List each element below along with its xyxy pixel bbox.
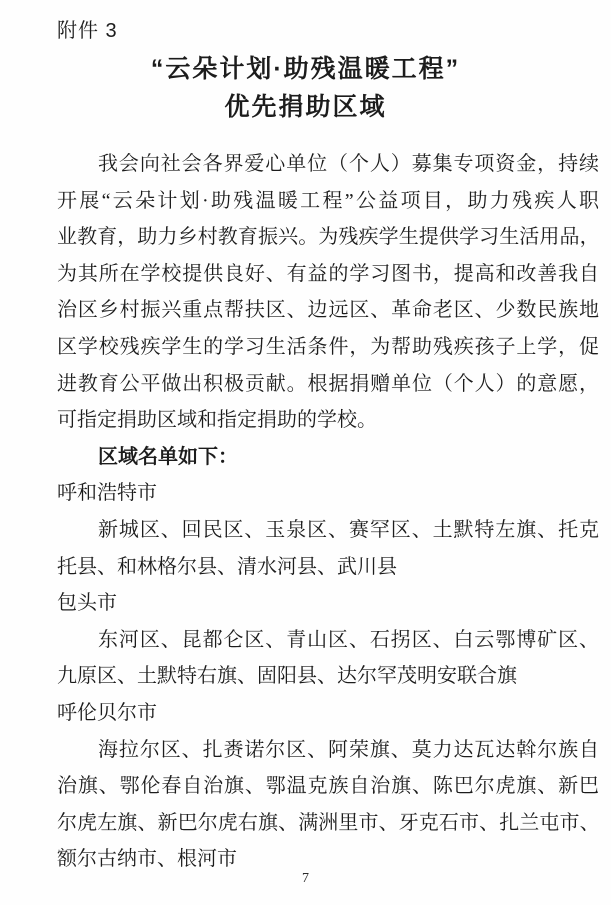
document-body [57,146,599,878]
region-detail-line: 治旗、鄂伦春自治旗、鄂温克族自治旗、陈巴尔虎旗、新巴 [57,775,599,798]
region-list-heading: 区域名单如下： [98,445,238,468]
region-detail-line: 额尔古纳市、根河市 [57,848,237,871]
region-detail-line: 海拉尔区、扎赉诺尔区、阿荣旗、莫力达瓦达斡尔族自 [98,738,599,761]
region-detail-line: 九原区、土默特右旗、固阳县、达尔罕茂明安联合旗 [57,665,517,688]
intro-paragraph-line: 开展“云朵计划·助残温暖工程”公益项目，助力残疾人职 [57,189,599,212]
intro-paragraph-line: 我会向社会各界爱心单位（个人）募集专项资金，持续 [98,153,599,175]
page-number: 7 [302,871,309,886]
region-detail-line: 东河区、昆都仑区、青山区、石拐区、白云鄂博矿区、 [98,628,599,651]
region-city-name: 包头市 [57,592,117,615]
document-title-line1: “云朵计划·助残温暖工程” [150,55,461,83]
intro-paragraph-line: 为其所在学校提供良好、有益的学习图书，提高和改善我自 [57,262,599,285]
intro-paragraph-line: 区学校残疾学生的学习生活条件，为帮助残疾孩子上学，促 [57,335,599,358]
intro-paragraph-line: 可指定捐助区域和指定捐助的学校。 [57,409,377,432]
intro-paragraph-line: 治区乡村振兴重点帮扶区、边远区、革命老区、少数民族地 [57,299,599,322]
region-detail-line: 尔虎左旗、新巴尔虎右旗、满洲里市、牙克石市、扎兰屯市、 [57,811,599,834]
region-city-name: 呼和浩特市 [57,482,157,505]
intro-paragraph-line: 进教育公平做出积极贡献。根据捐赠单位（个人）的意愿， [57,372,599,395]
region-city-name: 呼伦贝尔市 [57,701,157,724]
document-title-line2: 优先捐助区域 [224,93,387,121]
region-detail-line: 新城区、回民区、玉泉区、赛罕区、土默特左旗、托克 [98,518,599,541]
region-detail-line: 托县、和林格尔县、清水河县、武川县 [57,555,397,578]
intro-paragraph-line: 业教育，助力乡村教育振兴。为残疾学生提供学习生活用品， [57,226,599,249]
attachment-label: 附件 3 [57,20,118,42]
